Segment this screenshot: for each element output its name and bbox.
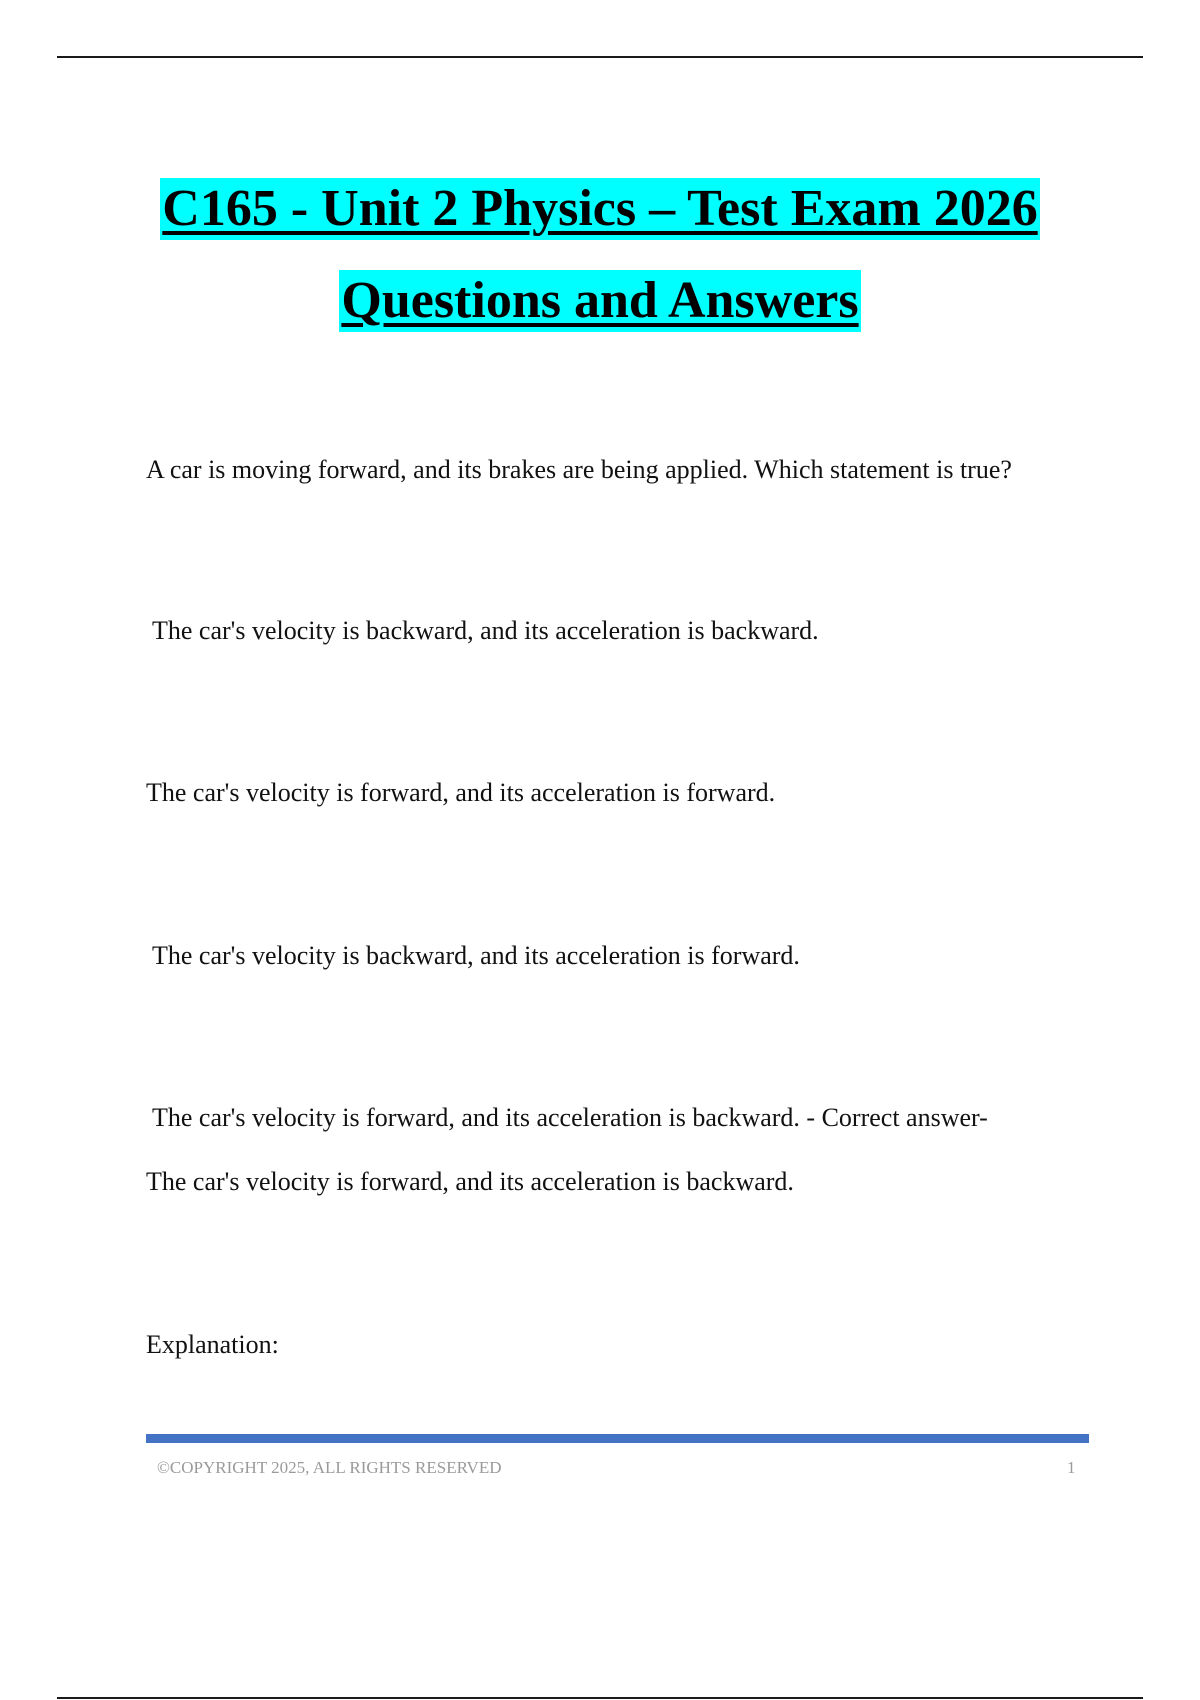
option-2: The car's velocity is forward, and its acceleration is forward. (146, 778, 776, 807)
option-3: The car's velocity is backward, and its acceleration is forward. (152, 941, 800, 970)
option-1: The car's velocity is backward, and its acceleration is backward. (152, 616, 819, 645)
footer-copyright: ©COPYRIGHT 2025, ALL RIGHTS RESERVED (157, 1458, 502, 1477)
title-line-2: Questions and Answers (339, 270, 860, 332)
footer-bar (146, 1434, 1089, 1443)
top-rule (57, 56, 1143, 58)
question-text: A car is moving forward, and its brakes are being applied. Which statement is true? (146, 455, 1012, 484)
document-title (0, 178, 1200, 332)
correct-answer-text: The car's velocity is forward, and its acceleration is backward. (146, 1167, 794, 1196)
explanation-label: Explanation: (146, 1330, 279, 1359)
title-line-1: C165 - Unit 2 Physics – Test Exam 2026 (160, 178, 1039, 240)
bottom-rule (57, 1697, 1143, 1699)
page-number: 1 (1067, 1458, 1076, 1477)
option-4-correct: The car's velocity is forward, and its acceleration is backward. - Correct answer- (152, 1103, 988, 1132)
